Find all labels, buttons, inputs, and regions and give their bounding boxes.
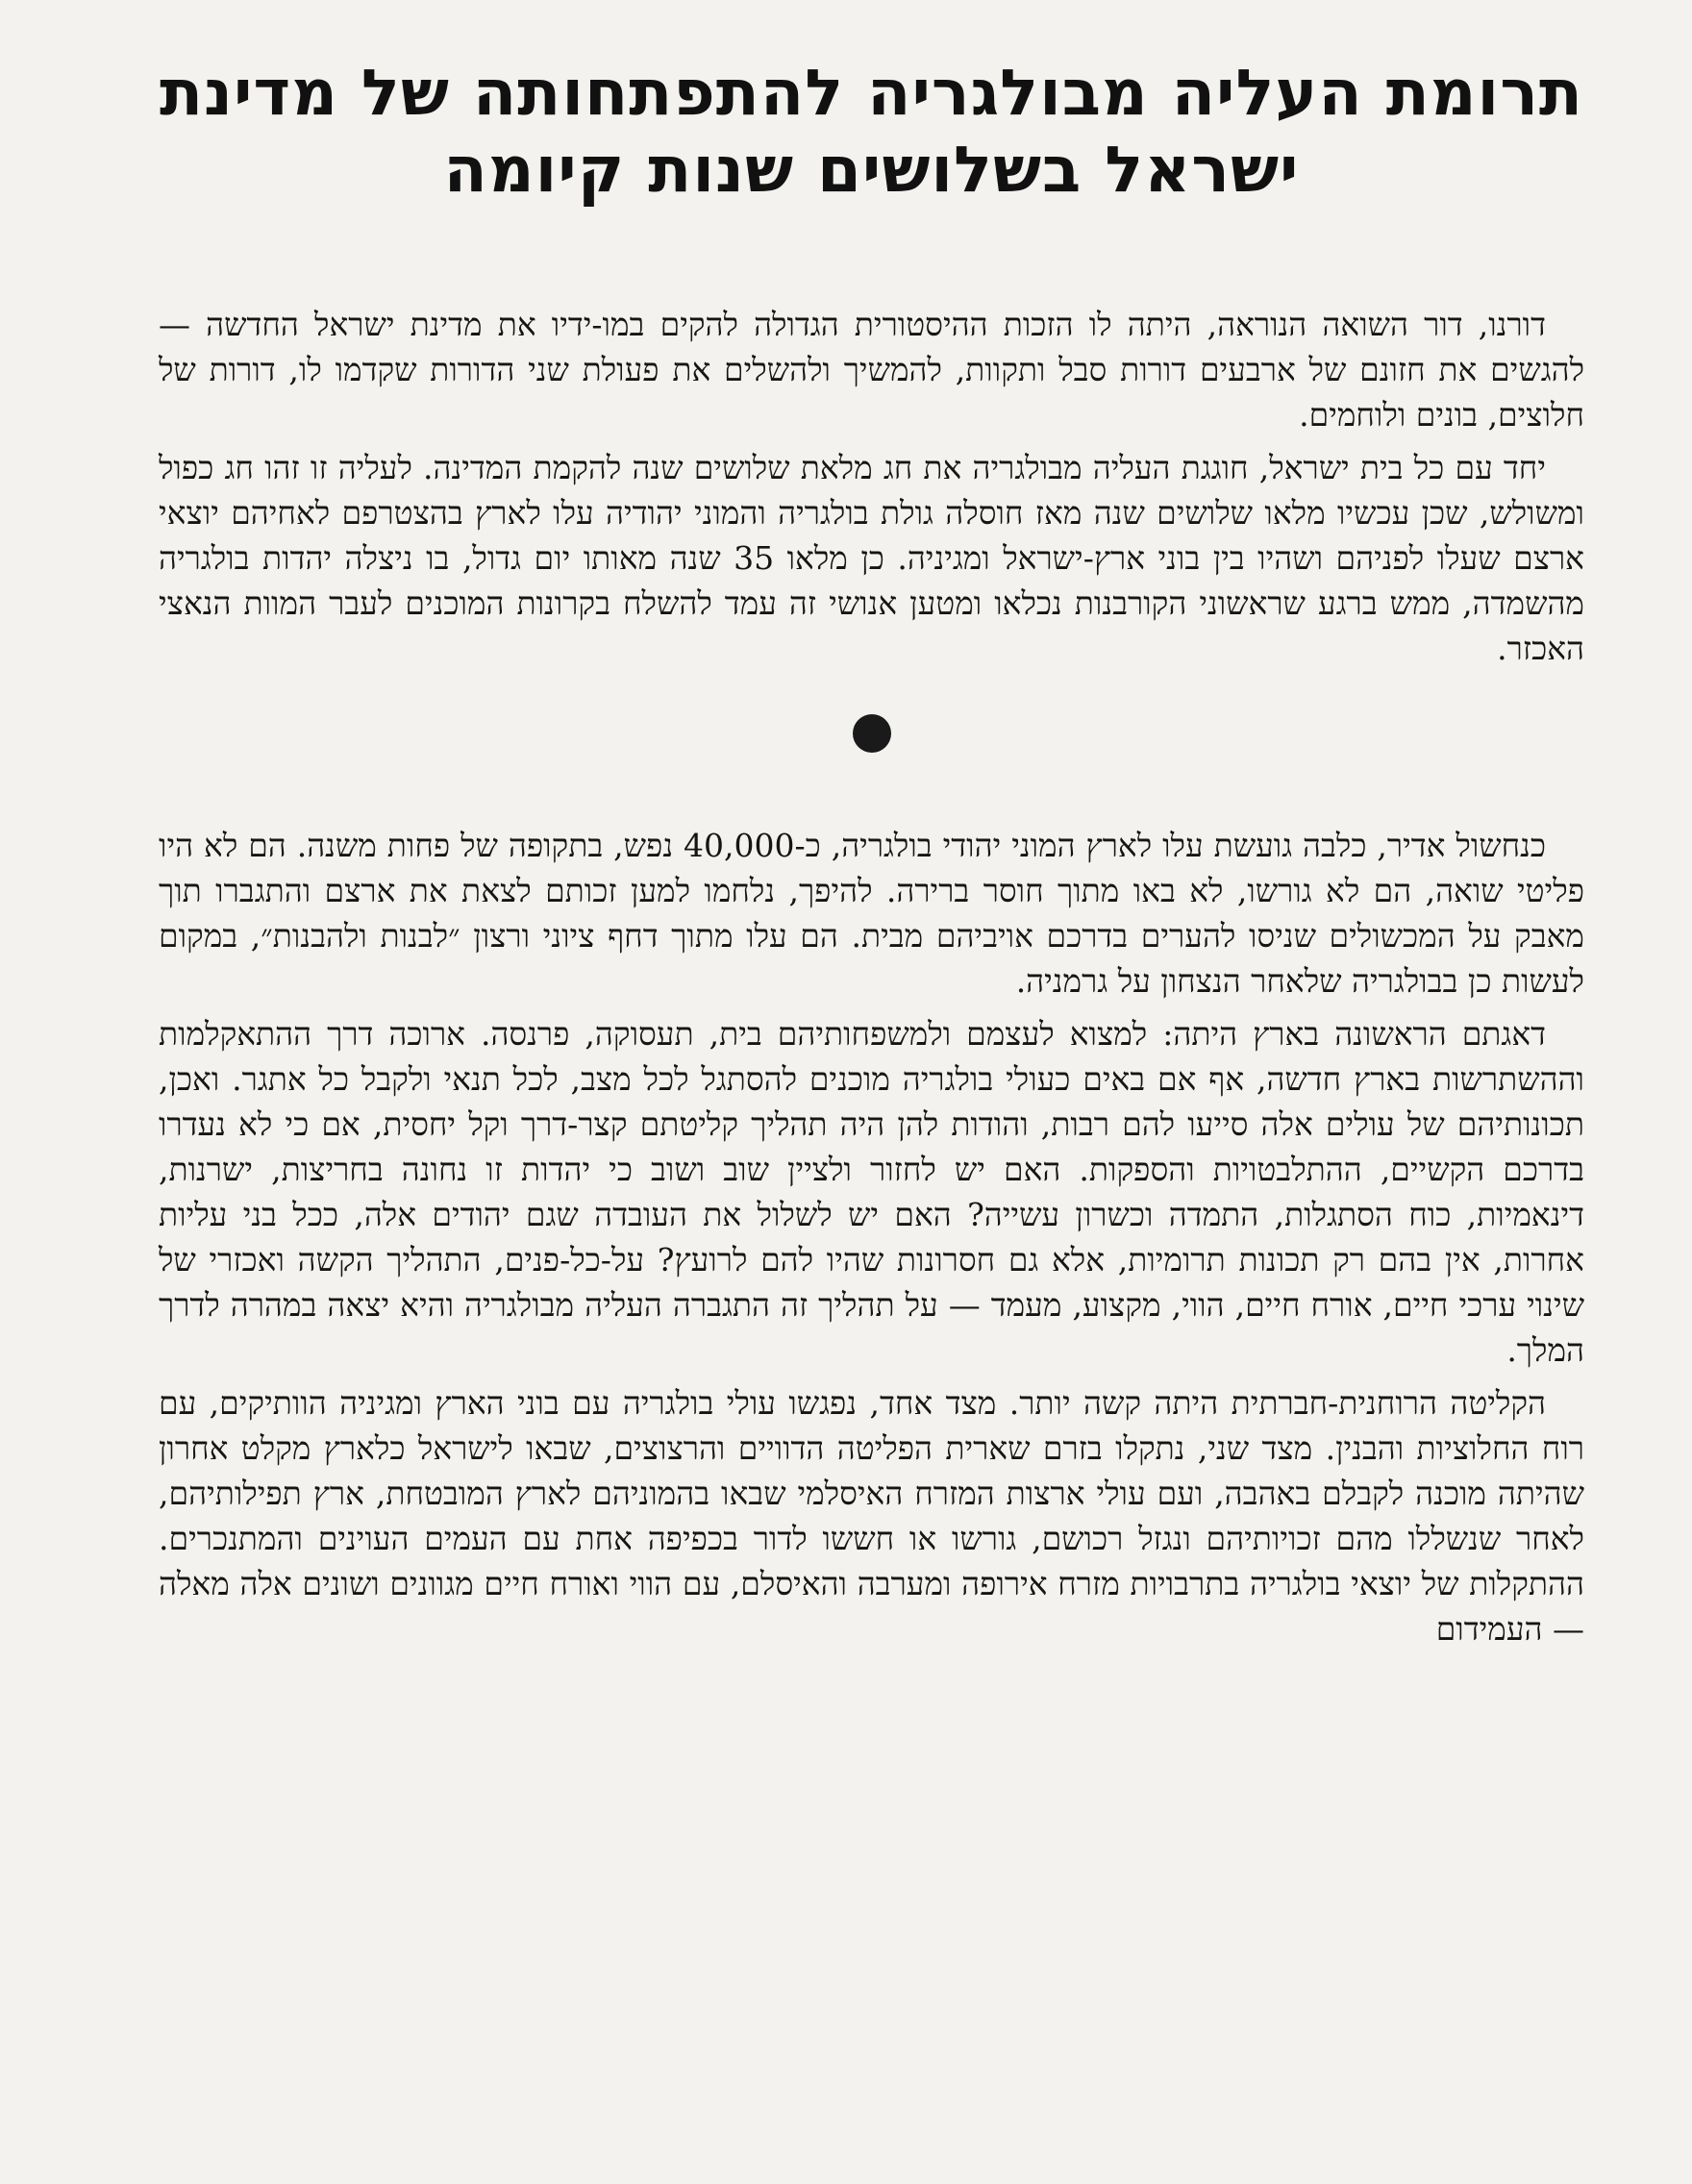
paragraph-5: הקליטה הרוחנית-חברתית היתה קשה יותר. מצד אחד, נפגשו עולי בולגריה עם בוני הארץ ומגיניה הוותיקים, עם רוח החלוציות והבנין. מצד שני, נתקלו בזרם שארית הפליטה הדוויים והרצוצים, שבאו לישראל כלארץ מקלט אחרון שהיתה מוכנה לקבלם באהבה, ועם עולי ארצות המזרח האיסלמי שבאו בהמוניהם לארץ המובטחת, ארץ תפילותיהם, לאחר שנשללו מהם זכויותיהם ונגזל רכושם, גורשו או חששו לדור בכפיפה אחת עם העמים העוינים והמתנכרים. ההתקלות של יוצאי בולגריה בתרבויות מזרח אירופה ומערבה והאיסלם, עם הווי ואורח חיים מגוונים ושונים אלה מאלה — העמידום [159, 1384, 1584, 1648]
section-divider [159, 692, 1584, 775]
article-body [159, 302, 1584, 1651]
paragraph-3: כנחשול אדיר, כלבה גועשת עלו לארץ המוני יהודי בולגריה, כ-40,000 נפש, בתקופה של פחות משנה. הם לא היו פליטי שואה, הם לא גורשו, לא באו מתוך חוסר ברירה. להיפך, נלחמו למען זכותם לצאת את ארצם והתגברו תוך מאבק על המכשולים שניסו להערים בדרכם אויביהם מבית. הם עלו מתוך דחף ציוני ורצון ״לבנות ולהבנות״, במקום לעשות כן בבולגריה שלאחר הנצחון על גרמניה. [159, 827, 1584, 1000]
paragraph-1: דורנו, דור השואה הנוראה, היתה לו הזכות ההיסטורית הגדולה להקים במו-ידיו את מדינת ישראל החדשה — להגשים את חזונם של ארבעים דורות סבל ותקוות, להמשיך ולהשלים את פעולת שני הדורות שקדמו לו, דורות של חלוצים, בונים ולוחמים. [159, 306, 1585, 434]
page-title [159, 53, 1584, 211]
paragraph-2: יחד עם כל בית ישראל, חוגגת העליה מבולגריה את חג מלאת שלושים שנה להקמת המדינה. לעליה זו זהו חג כפול ומשולש, שכן עכשיו מלאו שלושים שנה מאז חוסלה גולת בולגריה והמוני יהודיה עלו לארץ בהצטרפם לאחיהם יוצאי ארצם שעלו לפניהם ושהיו בין בוני ארץ-ישראל ומגיניה. כן מלאו 35 שנה מאותו יום גדול, בו ניצלה יהדות בולגריה מהשמדה, ממש ברגע שראשוני הקורבנות נכלאו ומטען אנושי זה עמד להשלח בקרונות המוכנים לעבר המוות הנאצי האכזר. [159, 449, 1584, 667]
title-line-2: ישראל בשלושים שנות קיומה [443, 133, 1300, 207]
title-line-1: תרומת העליה מבולגריה להתפתחותה של מדינת [159, 56, 1584, 130]
bullet-dot-icon [853, 714, 891, 753]
paragraph-4: דאגתם הראשונה בארץ היתה: למצוא לעצמם ולמשפחותיהם בית, תעסוקה, פרנסה. ארוכה דרך ההתאקלמות וההשתרשות בארץ חדשה, אף אם באים כעולי בולגריה מוכנים להסתגל לכל מצב, לכל תנאי ולקבל כל אתגר. ואכן, תכונותיהם של עולים אלה סייעו להם רבות, והודות להן היה תהליך קליטתם קצר-דרך וקל יחסית, אם כי לא נעדרו בדרכם הקשיים, ההתלבטויות והספקות. האם יש לחזור ולציין שוב ושוב כי יהדות זו נחונה בחריצות, ישרנות, דינאמיות, כוח הסתגלות, התמדה וכשרון עשייה? האם יש לשלול את העובדה שגם יהודים אלה, ככל בני עליות אחרות, אין בהם רק תכונות תרומיות, אלא גם חסרונות שהיו להם לרועץ? על-כל-פנים, התהליך הקשה ואכזרי של שינוי ערכי חיים, אורח חיים, הווי, מקצוע, מעמד — על תהליך זה התגברה העליה מבולגריה והיא יצאה במהרה לדרך המלך. [159, 1015, 1584, 1369]
